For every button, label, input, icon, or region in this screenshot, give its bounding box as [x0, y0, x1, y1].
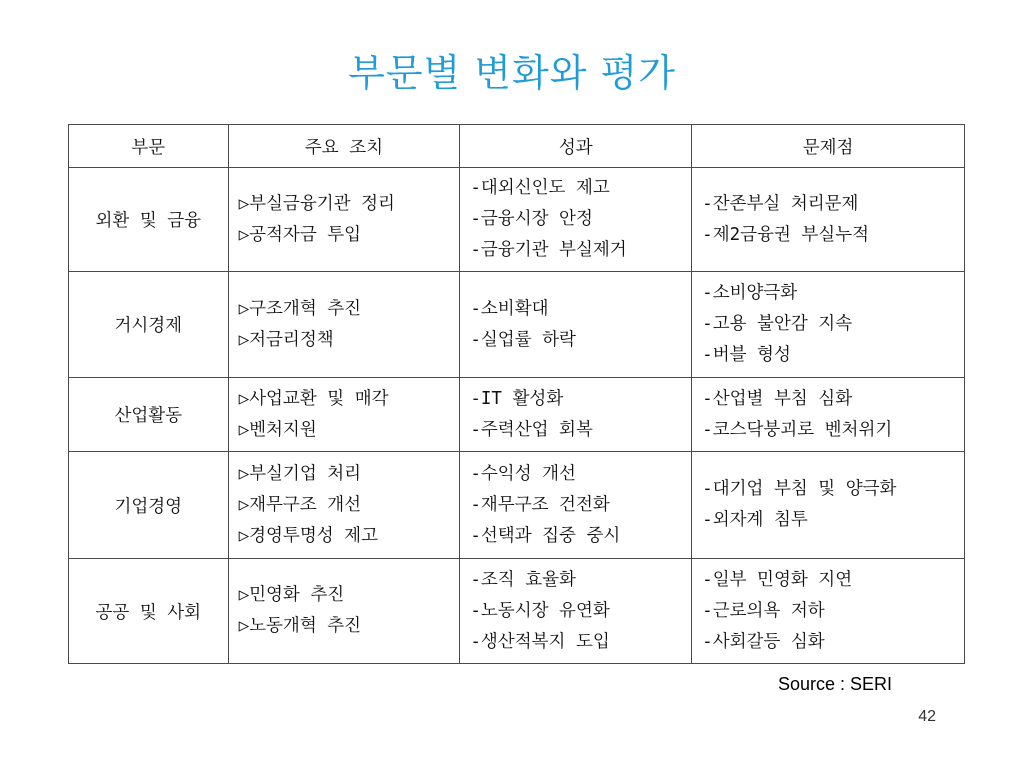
header-sector: 부문: [69, 125, 229, 168]
result-item: -금융시장 안정: [470, 209, 593, 229]
measures-cell: [228, 272, 460, 378]
problem-item: -코스닥붕괴로 벤처위기: [702, 419, 893, 440]
source-citation: Source : SERI: [778, 674, 893, 694]
header-measures: 주요 조치: [228, 125, 460, 168]
results-cell: [460, 559, 692, 664]
sector-cell: 공공 및 사회: [69, 559, 229, 664]
sector-cell: 기업경영: [69, 452, 229, 559]
measure-item: ▷사업교환 및 매각: [238, 388, 389, 409]
problem-item: -소비양극화: [702, 283, 798, 303]
table-row: [69, 168, 965, 272]
measure-item: ▷벤처지원: [238, 419, 317, 440]
problem-item: -일부 민영화 지연: [702, 569, 853, 590]
results-cell: [460, 378, 692, 452]
result-item: -IT 활성화: [470, 388, 564, 409]
result-item: -재무구조 건전화: [470, 494, 610, 515]
result-item: -금융기관 부실제거: [470, 240, 627, 260]
table-row: [69, 452, 965, 559]
result-item: -수익성 개선: [470, 463, 576, 484]
header-problems: 문제점: [692, 125, 965, 168]
measure-item: ▷저금리정책: [238, 329, 334, 350]
sector-cell: 산업활동: [69, 378, 229, 452]
measure-item: ▷민영화 추진: [238, 585, 345, 605]
slide-title: 부문별 변화와 평가: [348, 51, 676, 95]
measures-cell: [228, 378, 460, 452]
measure-item: ▷경영투명성 제고: [238, 525, 378, 546]
measure-item: ▷재무구조 개선: [238, 494, 362, 515]
problem-item: -잔존부실 처리문제: [702, 193, 859, 214]
problems-cell: [692, 378, 965, 452]
problems-cell: [692, 559, 965, 664]
problem-item: -제2금융권 부실누적: [702, 224, 870, 245]
header-results: 성과: [460, 125, 692, 168]
result-item: -생산적복지 도입: [470, 631, 610, 652]
result-item: -소비확대: [470, 298, 549, 319]
sector-cell: 외환 및 금융: [69, 168, 229, 272]
problem-item: -외자계 침투: [702, 510, 808, 530]
problem-item: -버블 형성: [702, 345, 791, 365]
problem-item: -근로의욕 저하: [702, 600, 825, 621]
measure-item: ▷부실금융기관 정리: [238, 193, 395, 214]
results-cell: [460, 272, 692, 378]
problems-cell: [692, 452, 965, 559]
measure-item: ▷구조개혁 추진: [238, 298, 362, 319]
measures-cell: [228, 559, 460, 664]
result-item: -대외신인도 제고: [470, 178, 610, 198]
page-number: 42: [918, 708, 936, 725]
measure-item: ▷부실기업 처리: [238, 463, 362, 484]
result-item: -선택과 집중 중시: [470, 525, 621, 546]
measures-cell: [228, 452, 460, 559]
problem-item: -대기업 부침 및 양극화: [702, 479, 897, 499]
problem-item: -사회갈등 심화: [702, 631, 825, 652]
table-row: [69, 378, 965, 452]
problem-item: -고용 불안감 지속: [702, 314, 853, 334]
sector-cell: 거시경제: [69, 272, 229, 378]
problems-cell: [692, 272, 965, 378]
table-header-row: [69, 125, 965, 168]
sector-evaluation-table: [68, 124, 965, 664]
results-cell: [460, 168, 692, 272]
measure-item: ▷노동개혁 추진: [238, 616, 362, 636]
result-item: -조직 효율화: [470, 569, 576, 590]
measure-item: ▷공적자금 투입: [238, 224, 362, 245]
result-item: -주력산업 회복: [470, 419, 593, 440]
table-row: [69, 559, 965, 664]
result-item: -실업률 하락: [470, 329, 576, 350]
problems-cell: [692, 168, 965, 272]
result-item: -노동시장 유연화: [470, 600, 610, 621]
table-row: [69, 272, 965, 378]
measures-cell: [228, 168, 460, 272]
results-cell: [460, 452, 692, 559]
problem-item: -산업별 부침 심화: [702, 388, 853, 409]
